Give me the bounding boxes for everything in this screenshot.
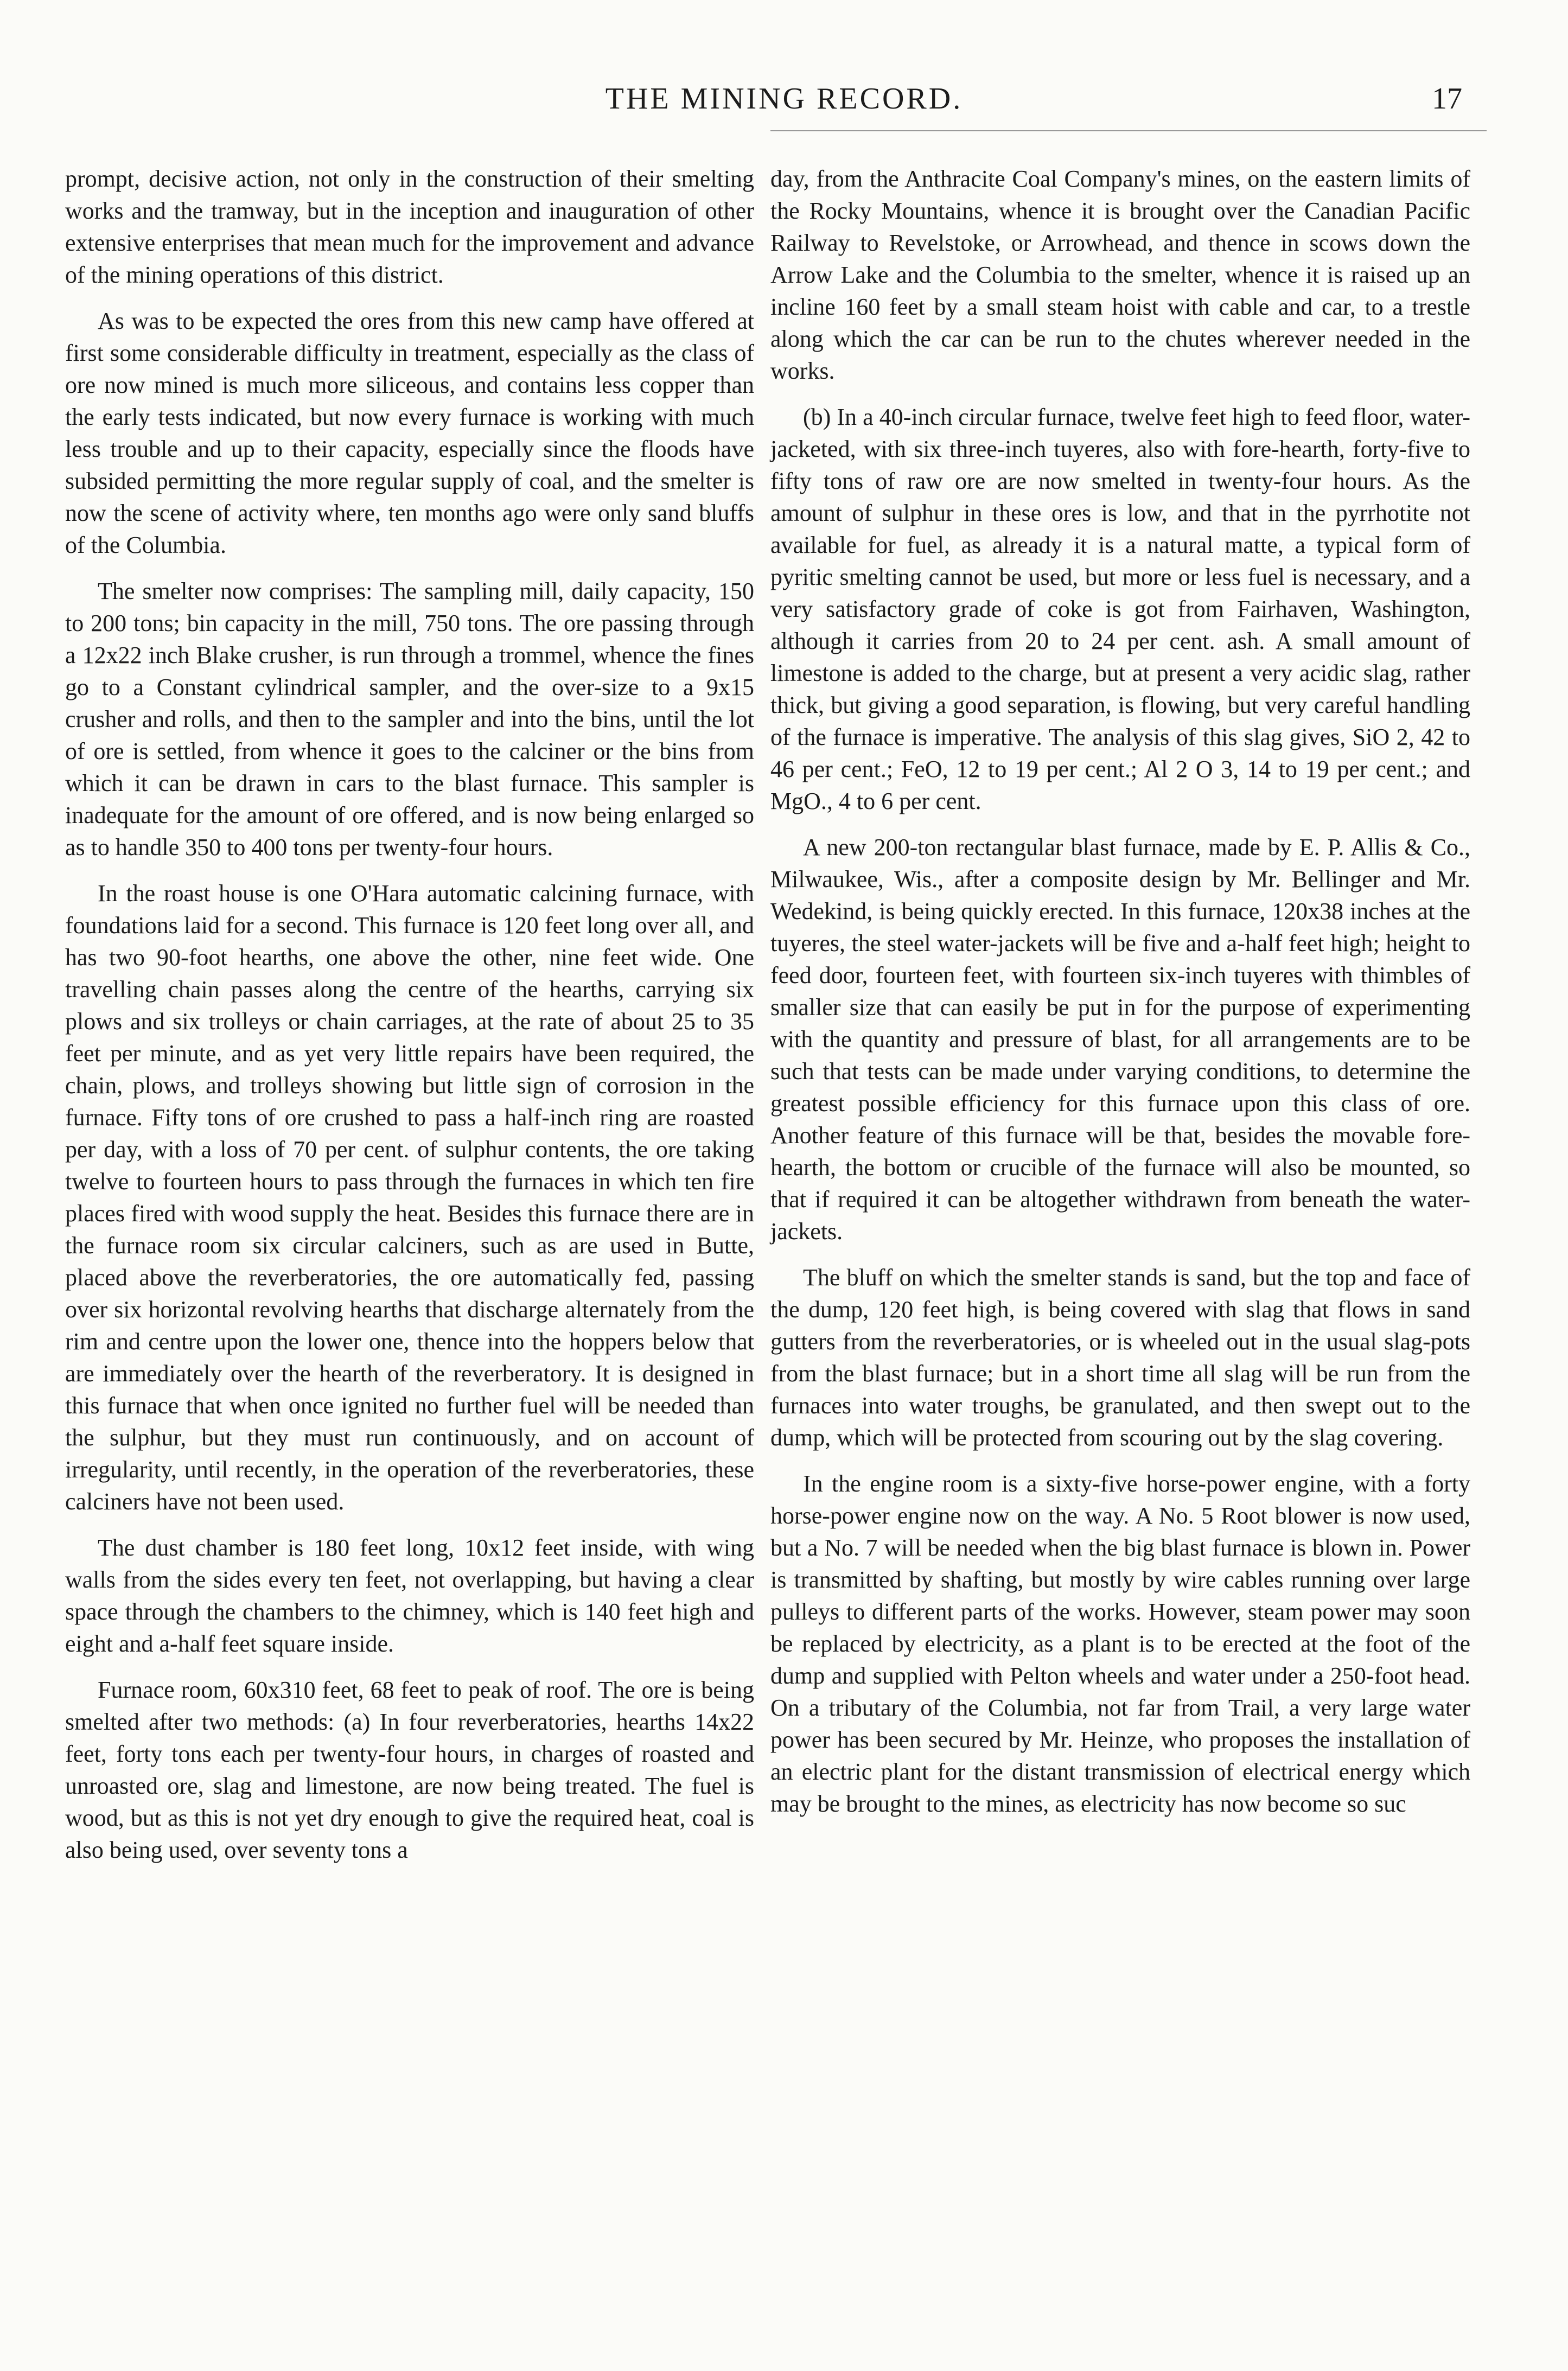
right-paragraph-2: (b) In a 40-inch circular furnace, twelve feet high to feed floor, water-jacketed, with six three-inch tuyeres, also with fore-hearth, forty-five to fifty tons of raw ore are now smelted in twenty-four hours. As the amount of sulphur in these ores is low, and that in the pyrrhotite not available for fuel, as already it is a natural matte, a typical form of pyritic smelting cannot be used, but more or less fuel is necessary, and a very satisfactory grade of coke is got from Fairhaven, Washington, although it carries from 20 to 24 per cent. ash. A small amount of limestone is added to the charge, but at present a very acidic slag, rather thick, but giving a good separation, is flowing, but very careful handling of the furnace is imperative. The analysis of this slag gives, SiO 2, 42 to 46 per cent.; FeO, 12 to 19 per cent.; Al 2 O 3, 14 to 19 per cent.; and MgO., 4 to 6 per cent.: [770, 404, 1470, 814]
right-paragraph-3: A new 200-ton rectangular blast furnace, made by E. P. Allis & Co., Milwaukee, Wis., after a composite design by Mr. Bellinger and Mr. Wedekind, is being quickly erected. In this furnace, 120x38 inches at the tuyeres, the steel water-jackets will be five and a-half feet high; height to feed door, fourteen feet, with fourteen six-inch tuyeres with thimbles of smaller size that can easily be put in for the purpose of experimenting with the quantity and pressure of blast, for all arrangements are to be such that tests can be made under varying conditions, to determine the greatest possible efficiency for this furnace upon this class of ore. Another feature of this furnace will be that, besides the movable fore-hearth, the bottom or crucible of the furnace will also be mounted, so that if required it can be altogether withdrawn from beneath the water-jackets.: [770, 834, 1470, 1245]
header-rule: [770, 130, 1487, 131]
page-header: [0, 81, 1568, 130]
right-paragraph-5: In the engine room is a sixty-five horse-power engine, with a forty horse-power engine now on the way. A No. 5 Root blower is now used, but a No. 7 will be needed when the big blast furnace is blown in. Power is transmitted by shafting, but mostly by wire cables running over large pulleys to different parts of the works. However, steam power may soon be replaced by electricity, as a plant is to be erected at the foot of the dump and supplied with Pelton wheels and water under a 250-foot head. On a tributary of the Columbia, not far from Trail, a very large water power has been secured by Mr. Heinze, who proposes the installation of an electric plant for the distant transmission of electrical energy which may be brought to the mines, as electricity has now become so suc: [770, 1470, 1470, 1817]
page-number: 17: [1432, 82, 1462, 116]
right-paragraph-4: The bluff on which the smelter stands is sand, but the top and face of the dump, 120 feet high, is being covered with slag that flows in sand gutters from the reverberatories, or is wheeled out in the usual slag-pots from the blast furnace; but in a short time all slag will be run from the furnaces into water troughs, be granulated, and then swept out to the dump, which will be protected from scouring out by the slag covering.: [770, 1264, 1470, 1451]
left-paragraph-6: Furnace room, 60x310 feet, 68 feet to peak of roof. The ore is being smelted after two methods: (a) In four reverberatories, hearths 14x22 feet, forty tons each per twenty-four hours, in charges of roasted and unroasted ore, slag and limestone, are now being treated. The fuel is wood, but as this is not yet dry enough to give the required heat, coal is also being used, over seventy tons a: [65, 1677, 754, 1863]
left-paragraph-4: In the roast house is one O'Hara automatic calcining furnace, with foundations laid for a second. This furnace is 120 feet long over all, and has two 90-foot hearths, one above the other, nine feet wide. One travelling chain passes along the centre of the hearths, carrying six plows and six trolleys or chain carriages, at the rate of about 25 to 35 feet per minute, and as yet very little repairs have been required, the chain, plows, and trolleys showing but little sign of corrosion in the furnace. Fifty tons of ore crushed to pass a half-inch ring are roasted per day, with a loss of 70 per cent. of sulphur contents, the ore taking twelve to fourteen hours to pass through the furnaces in which ten fire places fired with wood supply the heat. Besides this furnace there are in the furnace room six circular calciners, such as are used in Butte, placed above the reverberatories, the ore automatically fed, passing over six horizontal revolving hearths that discharge alternately from the rim and centre upon the lower one, thence into the hoppers below that are immediately over the hearth of the reverberatory. It is designed in this furnace that when once ignited no further fuel will be needed than the sulphur, but they must run continuously, and on account of irregularity, until recently, in the operation of the reverberatories, these calciners have not been used.: [65, 880, 754, 1515]
running-title: THE MINING RECORD.: [605, 82, 963, 116]
left-paragraph-5: The dust chamber is 180 feet long, 10x12 feet inside, with wing walls from the sides every ten feet, not overlapping, but having a clear space through the chambers to the chimney, which is 140 feet high and eight and a-half feet square inside.: [65, 1534, 754, 1657]
right-paragraph-1: day, from the Anthracite Coal Company's mines, on the eastern limits of the Rocky Mountains, whence it is brought over the Canadian Pacific Railway to Revelstoke, or Arrowhead, and thence in scows down the Arrow Lake and the Columbia to the smelter, whence it is raised up an incline 160 feet by a small steam hoist with cable and car, to a trestle along which the car can be run to the chutes wherever needed in the works.: [770, 165, 1470, 384]
left-paragraph-2: As was to be expected the ores from this new camp have offered at first some considerable difficulty in treatment, especially as the class of ore now mined is much more siliceous, and contains less copper than the early tests indicated, but now every furnace is working with much less trouble and up to their capacity, especially since the floods have subsided permitting the more regular supply of coal, and the smelter is now the scene of activity where, ten months ago were only sand bluffs of the Columbia.: [65, 308, 754, 558]
left-column: [65, 163, 754, 1880]
right-column: [770, 163, 1470, 1834]
left-paragraph-1: prompt, decisive action, not only in the construction of their smelting works and the tramway, but in the inception and inauguration of other extensive enterprises that mean much for the improvement and advance of the mining operations of this district.: [65, 165, 754, 288]
left-paragraph-3: The smelter now comprises: The sampling mill, daily capacity, 150 to 200 tons; bin capacity in the mill, 750 tons. The ore passing through a 12x22 inch Blake crusher, is run through a trommel, whence the fines go to a Constant cylindrical sampler, and the over-size to a 9x15 crusher and rolls, and then to the sampler and into the bins, until the lot of ore is settled, from whence it goes to the calciner or the bins from which it can be drawn in cars to the blast furnace. This sampler is inadequate for the amount of ore offered, and is now being enlarged so as to handle 350 to 400 tons per twenty-four hours.: [65, 578, 754, 861]
